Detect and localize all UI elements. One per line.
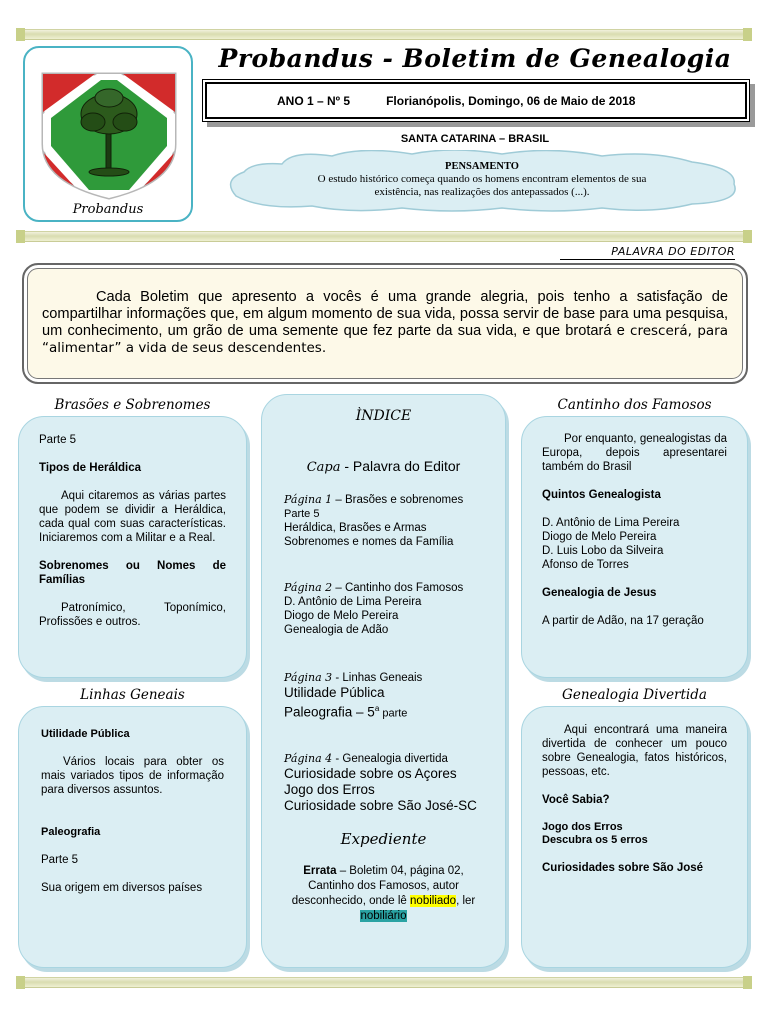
linhas-section-title: Linhas Geneais — [80, 687, 185, 703]
paleografia-part: Parte 5 — [41, 854, 79, 866]
errata-body: – Boletim 04, página 02, Cantinho dos Famosos, autor desconhecido, onde lê — [291, 864, 464, 907]
utilidade-text: Vários locais para obter os mais variados tipos de informação para diversos assuntos. — [41, 756, 224, 796]
editor-section-label: PALAVRA DO EDITOR — [560, 245, 735, 260]
editor-text: Cada Boletim que apresento a vocês é uma grande alegria, pois tenho a satisfação de compartilhar informações que, em algum momento de sua vida, possa servir de base para uma pesquisa, um conhecimento, um grão de uma semente que fez parte da sua vida, e que brotará e — [42, 289, 728, 339]
state-label: SANTA CATARINA – BRASIL — [400, 133, 550, 145]
genealogist-name: D. Luis Lobo da Silveira — [542, 545, 664, 557]
index-page3-sup: a — [374, 704, 380, 713]
index-page1-text: – Brasões e sobrenomes — [332, 494, 464, 506]
voce-sabia-heading: Você Sabia? — [542, 794, 610, 806]
index-page1-label: Página 1 — [284, 493, 333, 506]
index-title: ÌNDICE — [355, 408, 412, 424]
errata-correct-word: nobiliário — [360, 909, 407, 922]
famosos-section-title: Cantinho dos Famosos — [557, 397, 712, 413]
index-page3-label: Página 3 — [284, 671, 333, 684]
paleografia-heading: Paleografia — [41, 826, 101, 838]
sobrenomes-text: Patronímico, Toponímico, Profissões e outros. — [39, 602, 226, 628]
index-page3-line2-end: parte — [379, 707, 408, 720]
coat-of-arms-icon — [25, 52, 191, 202]
sobrenomes-heading: Sobrenomes ou Nomes de Famílias — [39, 560, 226, 586]
index-page1-line2: Heráldica, Brasões e Armas — [284, 522, 427, 534]
thought-text: O estudo histórico começa quando os homens encontram elementos de sua existência, nas realizações dos antepassados (...). — [317, 173, 647, 198]
thought-cloud — [222, 150, 742, 212]
index-panel — [261, 394, 506, 968]
jogo-erros-heading: Jogo dos Erros — [542, 821, 623, 833]
logo-caption: Probandus — [72, 202, 144, 217]
genealogist-name: Diogo de Melo Pereira — [542, 531, 657, 543]
index-page3-line2: Paleografia – 5 — [284, 704, 375, 720]
errata-text — [284, 864, 483, 924]
thought-title: PENSAMENTO — [445, 161, 519, 172]
index-page2-line2: Diogo de Melo Pereira — [284, 610, 399, 622]
errata-label: Errata — [303, 864, 337, 877]
brasoes-section-title: Brasões e Sobrenomes — [54, 397, 211, 413]
genealogist-name: D. Antônio de Lima Pereira — [542, 517, 680, 529]
logo-frame — [23, 46, 193, 222]
famosos-intro: Por enquanto, genealogistas da Europa, depois apresentarei também do Brasil — [542, 433, 727, 473]
linhas-panel — [18, 706, 247, 968]
jesus-text: A partir de Adão, na 17 geração — [542, 615, 704, 627]
quintos-heading: Quintos Genealogista — [542, 489, 661, 501]
index-page4-line3: Curiosidade sobre São José-SC — [284, 797, 477, 813]
errata-wrong-word: nobiliado — [410, 894, 457, 907]
divertida-panel — [521, 706, 748, 968]
index-page4-line2: Jogo dos Erros — [284, 781, 375, 797]
index-page4-label: Página 4 — [284, 751, 333, 765]
index-page4-line1: Curiosidade sobre os Açores — [284, 765, 457, 781]
edition-info-box — [205, 82, 747, 119]
place-date: Florianópolis, Domingo, 06 de Maio de 2018 — [386, 93, 636, 108]
index-capa-text: - Palavra do Editor — [340, 458, 461, 474]
index-page3-line1: Utilidade Pública — [284, 685, 385, 700]
genealogist-name: Afonso de Torres — [542, 559, 629, 571]
paleografia-text: Sua origem em diversos países — [41, 882, 203, 894]
index-page4-text: - Genealogia divertida — [332, 752, 448, 765]
divertida-intro: Aqui encontrará uma maneira divertida de conhecer um pouco sobre Genealogia, fatos históricos, pessoas, etc. — [542, 724, 727, 778]
curiosidades-heading: Curiosidades sobre São José — [542, 862, 704, 874]
bottom-divider — [18, 977, 750, 988]
utilidade-heading: Utilidade Pública — [41, 728, 130, 740]
editor-box — [22, 263, 748, 384]
index-page2-line3: Genealogia de Adão — [284, 624, 389, 636]
divertida-section-title: Genealogia Divertida — [562, 687, 707, 703]
heraldica-text: Aqui citaremos as várias partes que podem se dividir a Heráldica, cada qual com suas características. Iniciaremos com a Militar e a Real. — [39, 490, 226, 544]
index-capa-label: Capa — [306, 460, 341, 475]
index-page3-text: - Linhas Geneais — [332, 672, 423, 684]
jogo-erros-sub: Descubra os 5 erros — [542, 834, 648, 846]
errata-mid: , ler — [456, 894, 476, 907]
brasoes-panel — [18, 416, 247, 678]
famosos-panel — [521, 416, 748, 678]
heraldica-heading: Tipos de Heráldica — [39, 462, 142, 474]
newsletter-title: Probandus - Boletim de Genealogia — [218, 44, 732, 73]
editor-text-end: crescerá, para “alimentar” a vida de seus descendentes. — [42, 323, 728, 356]
index-page2-line1: D. Antônio de Lima Pereira — [284, 596, 422, 608]
index-page2-text: – Cantinho dos Famosos — [332, 582, 464, 594]
top-divider — [18, 29, 750, 40]
jesus-heading: Genealogia de Jesus — [542, 587, 657, 599]
genealogist-list — [542, 516, 727, 572]
expediente-title: Expediente — [340, 829, 427, 848]
index-page1-line1: Parte 5 — [284, 508, 320, 520]
index-page2-label: Página 2 — [284, 581, 333, 594]
edition-number: ANO 1 – Nº 5 — [277, 93, 351, 108]
brasoes-part: Parte 5 — [39, 434, 77, 446]
middle-divider — [18, 231, 750, 242]
index-page1-line3: Sobrenomes e nomes da Família — [284, 536, 454, 548]
